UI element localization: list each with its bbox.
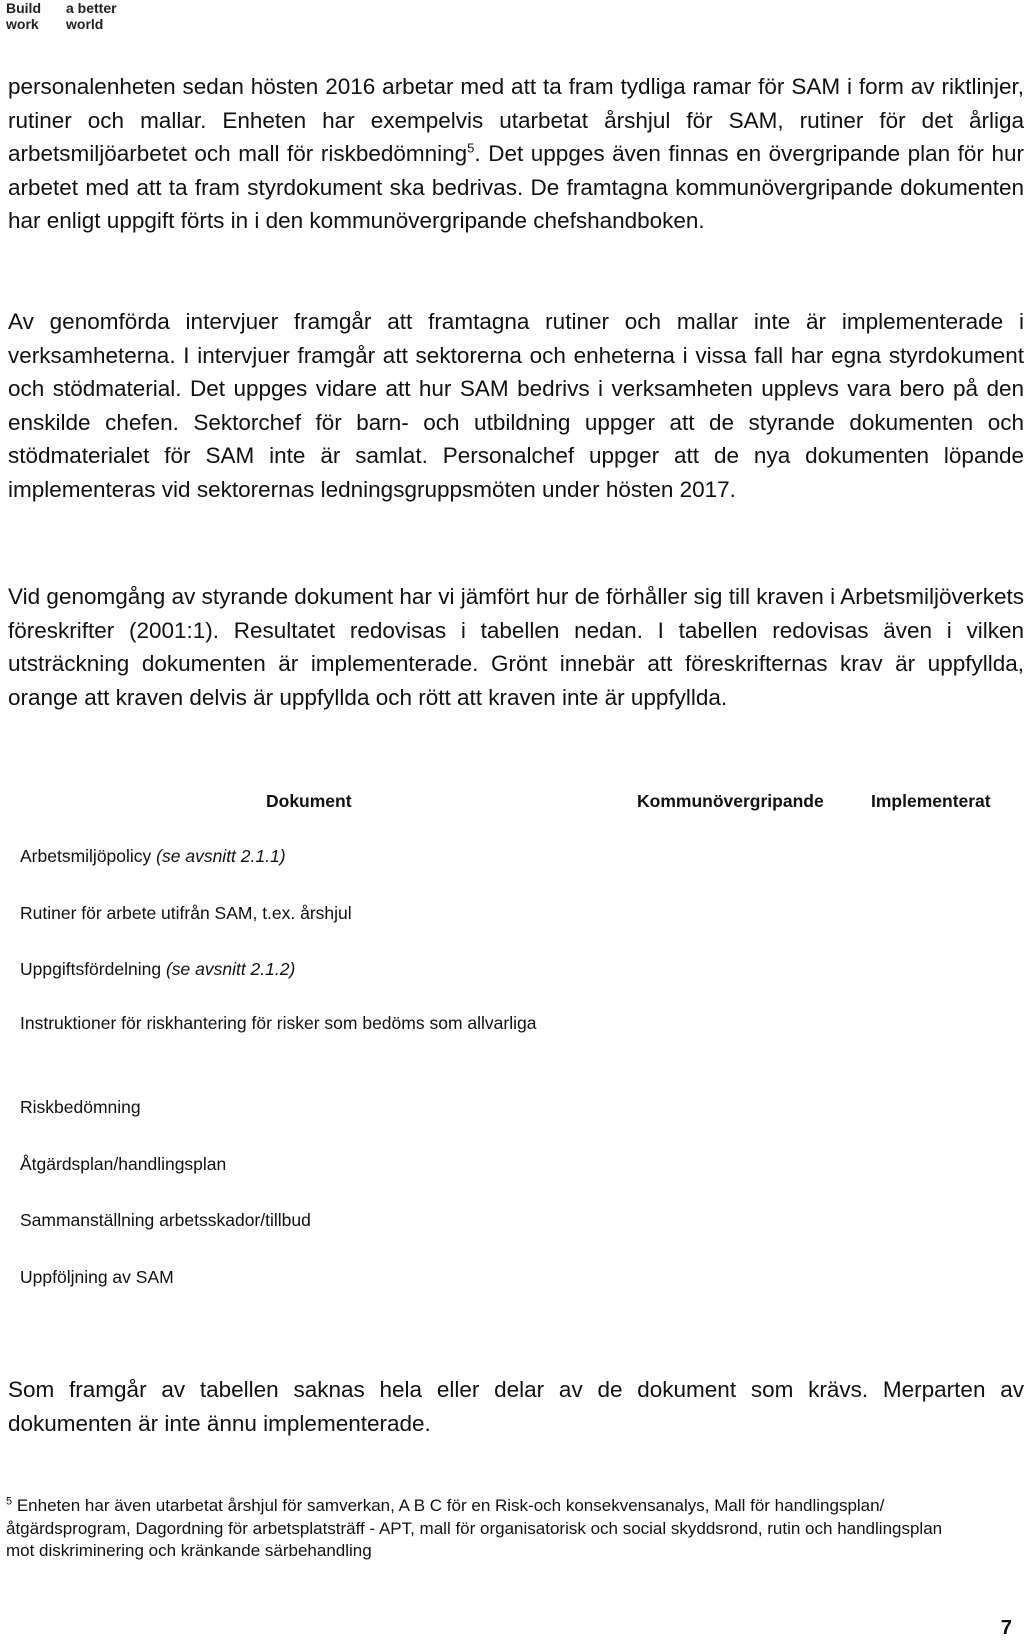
row-label: Uppgiftsfördelning [20, 959, 162, 979]
row-label: Åtgärdsplan/handlingsplan [20, 1154, 227, 1174]
paragraph-personalenheten [8, 70, 1024, 238]
table-header-implementerat: Implementerat [871, 791, 991, 811]
table-row [20, 1094, 580, 1120]
row-section-reference: (se avsnitt 2.1.2) [165, 959, 296, 979]
row-label: Instruktioner för riskhantering för risker som bedöms som allvarliga [20, 1013, 537, 1033]
table-row [20, 1264, 580, 1290]
logo-text: work [6, 16, 39, 32]
row-label: Riskbedömning [20, 1097, 141, 1117]
logo-text: Build [6, 0, 41, 16]
paragraph-text-continued: . Det uppges även finnas en övergripande plan för hur arbetet med att ta fram styrdokument ska bedrivas. De framtagna kommunövergripande dokumenten har enligt uppgift förts in i den kommunövergripande chefshandboken. [8, 141, 1024, 233]
footnote-text: Enheten har även utarbetat årshjul för samverkan, A B C för en Risk-och konsekvensanalys, Mall för handlingsplan/åtgärdsprogram, Dagordning för arbetsplatsträff - APT, mall för organisatorisk och social skyddsrond, rutin och handlingsplan mot diskriminering och kränkande särbehandling [6, 1496, 943, 1560]
table-row [20, 1151, 580, 1177]
paragraph-genomgang: Vid genomgång av styrande dokument har vi jämfört hur de förhåller sig till kraven i Arbetsmiljöverkets föreskrifter (2001:1). Resultatet redovisas i tabellen nedan. I tabellen redovisas även i vilken utsträckning dokumenten är implementerade. Grönt innebär att föreskrifternas krav är uppfyllda, orange att kraven delvis är uppfyllda och rött att kraven inte är uppfyllda. [8, 584, 1024, 710]
row-section-reference: (se avsnitt 2.1.1) [156, 846, 286, 866]
table-row [20, 1010, 560, 1036]
brand-logo [6, 0, 146, 32]
row-label: Uppföljning av SAM [20, 1267, 174, 1287]
row-label: Rutiner för arbete utifrån SAM, t.ex. årshjul [20, 903, 352, 923]
paragraph-intervjuer: Av genomförda intervjuer framgår att framtagna rutiner och mallar inte är implementerade i verksamheterna. I intervjuer framgår att sektorerna och enheterna i vissa fall har egna styrdokument och stödmaterial. Det uppges vidare att hur SAM bedrivs i verksamheten upplevs vara bero på den enskilde chefen. Sektorchef för barn- och utbildning uppger att de styrande dokumenten och stödmaterialet för SAM inte är samlat. Personalchef uppger att de nya dokumenten löpande implementeras vid sektorernas ledningsgruppsmöten under hösten 2017. [8, 309, 1024, 502]
footnote-marker: 5 [6, 1495, 13, 1508]
table-row [20, 1207, 580, 1233]
footnote [6, 1495, 954, 1563]
table-header-kommunovergripande: Kommunövergripande [637, 791, 824, 811]
table-row [20, 956, 580, 982]
table-row [20, 900, 580, 926]
page-number: 7 [1000, 1617, 1012, 1639]
table-header-dokument: Dokument [266, 791, 352, 811]
paragraph-text: personalenheten sedan hösten 2016 arbetar med att ta fram tydliga ramar för SAM i form av riktlinjer, rutiner och mallar. Enheten har exempelvis utarbetat årshjul för SAM, rutiner för det årliga arbetsmiljöarbetet och mall för riskbedömning [8, 74, 1024, 166]
paragraph-slutsats: Som framgår av tabellen saknas hela eller delar av de dokument som krävs. Merparten av dokumenten är inte ännu implementerade. [8, 1377, 1024, 1436]
footnote-reference[interactable]: 5 [467, 140, 475, 156]
logo-text: world [66, 16, 104, 32]
row-label: Arbetsmiljöpolicy [20, 846, 152, 866]
logo-text: a better [66, 0, 117, 16]
row-label: Sammanställning arbetsskador/tillbud [20, 1210, 311, 1230]
table-row [20, 843, 580, 869]
